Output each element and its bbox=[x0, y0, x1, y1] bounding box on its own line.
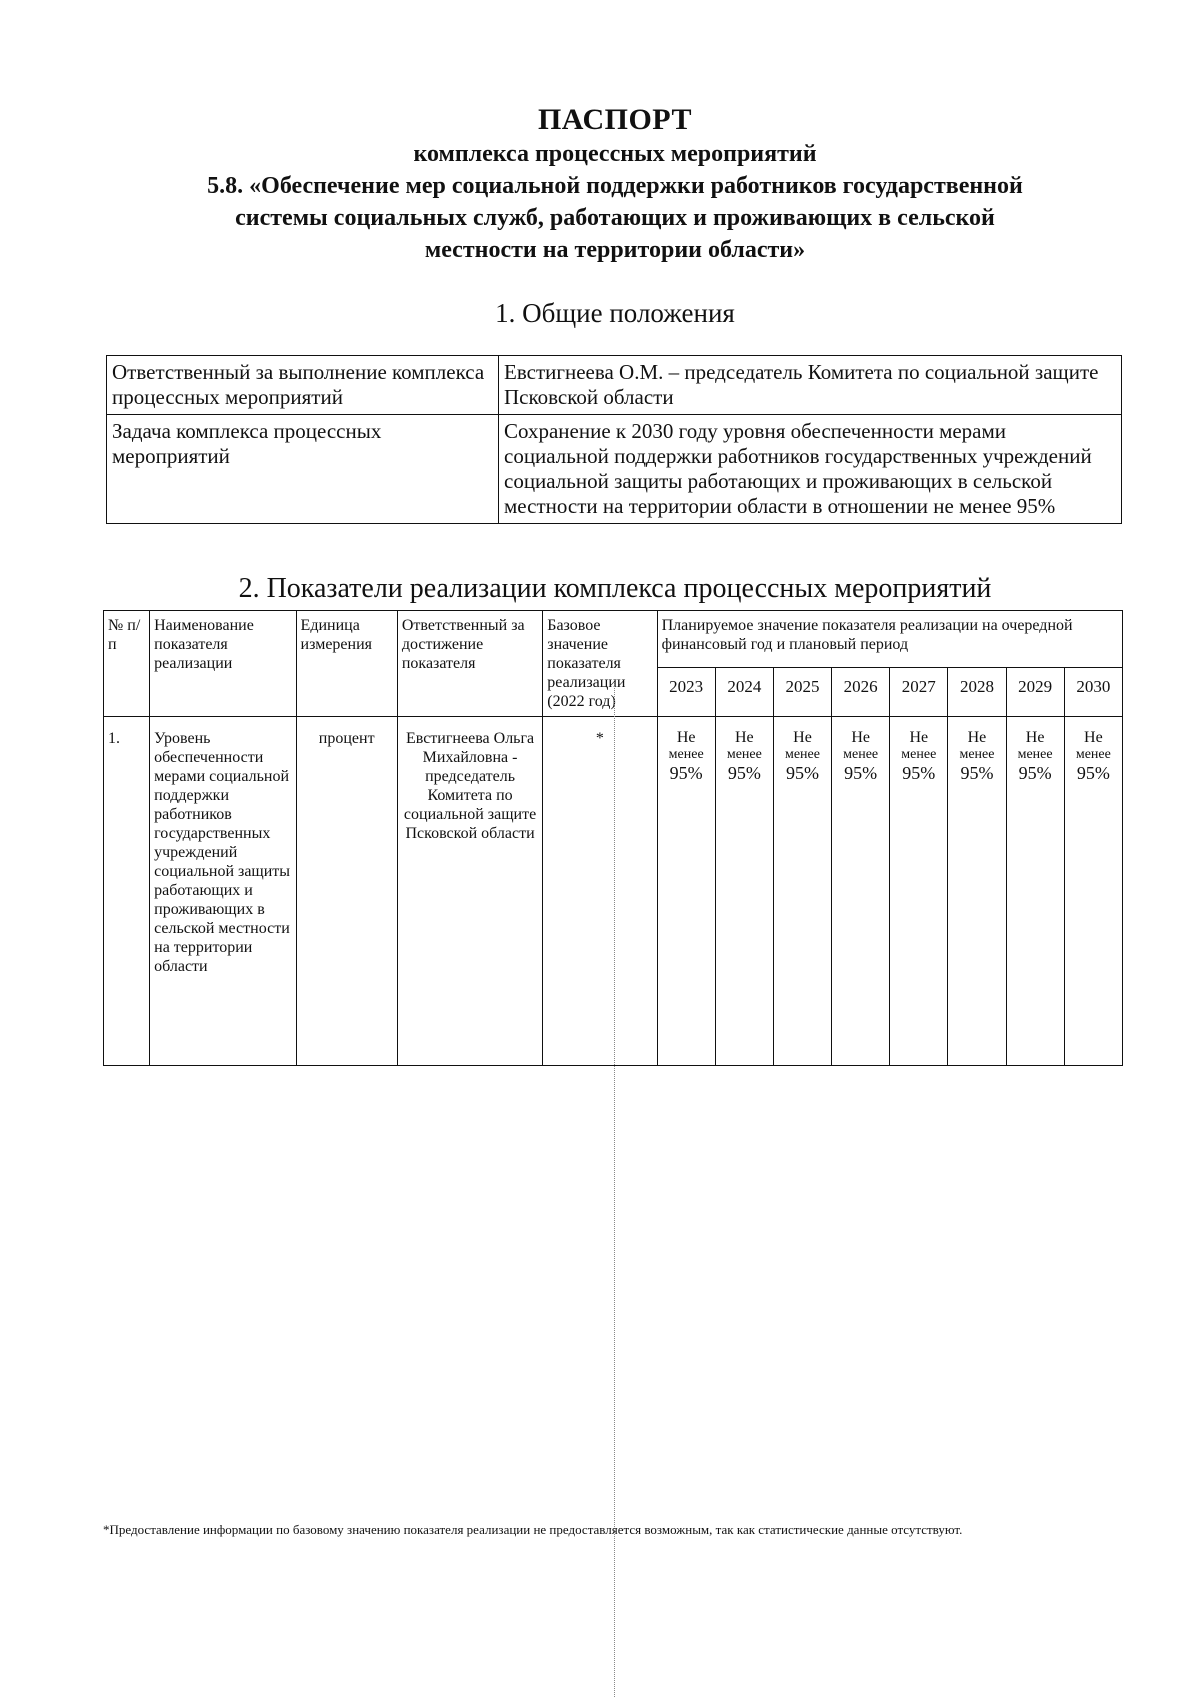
title-line-1: комплекса процессных мероприятий bbox=[413, 141, 817, 167]
header-responsible: Ответственный за достижение показателя bbox=[397, 611, 542, 717]
scan-fold-line bbox=[614, 680, 615, 1697]
value-2028: Не менее 95% bbox=[948, 717, 1006, 1066]
value-2026: Не менее 95% bbox=[832, 717, 890, 1066]
table-row bbox=[107, 415, 1122, 524]
year-2024: 2024 bbox=[715, 668, 773, 717]
header-name: Наименование показателя реализации bbox=[150, 611, 296, 717]
year-2030: 2030 bbox=[1064, 668, 1122, 717]
responsible-value: Евстигнеева О.М. – председатель Комитета по социальной защите Псковской области bbox=[499, 356, 1122, 415]
row-indicator-name: Уровень обеспеченности мерами социальной поддержки работников государственных учреждений социальной защиты работающих и проживающих в сельской местности на территории области bbox=[150, 717, 296, 1066]
year-2028: 2028 bbox=[948, 668, 1006, 717]
year-2027: 2027 bbox=[890, 668, 948, 717]
year-2025: 2025 bbox=[773, 668, 831, 717]
task-value: Сохранение к 2030 году уровня обеспеченности мерами социальной поддержки работников государственных учреждений социальной защиты работающих и проживающих в сельской местности на территории области в отношении не менее 95% bbox=[499, 415, 1122, 524]
section-2-heading: 2. Показатели реализации комплекса процессных мероприятий bbox=[238, 573, 992, 604]
row-base-value: * bbox=[543, 717, 657, 1066]
general-provisions-table bbox=[106, 355, 1122, 524]
document-title-block bbox=[100, 102, 1130, 266]
header-unit: Единица измерения bbox=[296, 611, 397, 717]
value-2030: Не менее 95% bbox=[1064, 717, 1122, 1066]
value-2023: Не менее 95% bbox=[657, 717, 715, 1066]
header-row bbox=[104, 611, 1123, 668]
row-responsible: Евстигнеева Ольга Михайловна - председатель Комитета по социальной защите Псковской области bbox=[397, 717, 542, 1066]
indicators-table bbox=[103, 610, 1123, 1066]
value-2027: Не менее 95% bbox=[890, 717, 948, 1066]
year-2029: 2029 bbox=[1006, 668, 1064, 717]
value-2025: Не менее 95% bbox=[773, 717, 831, 1066]
footnote: *Предоставление информации по базовому значению показателя реализации не предоставляется возможным, так как статистические данные отсутствуют. bbox=[103, 1522, 963, 1537]
header-num: № п/п bbox=[104, 611, 150, 717]
table-row bbox=[107, 356, 1122, 415]
title-line-2: 5.8. «Обеспечение мер социальной поддержки работников государственной bbox=[207, 173, 1023, 199]
year-2026: 2026 bbox=[832, 668, 890, 717]
table-row bbox=[104, 717, 1123, 1066]
row-num: 1. bbox=[104, 717, 150, 1066]
task-label: Задача комплекса процессных мероприятий bbox=[107, 415, 499, 524]
value-2029: Не менее 95% bbox=[1006, 717, 1064, 1066]
title-line-3: системы социальных служб, работающих и проживающих в сельской bbox=[235, 205, 995, 231]
responsible-label: Ответственный за выполнение комплекса процессных мероприятий bbox=[107, 356, 499, 415]
row-unit: процент bbox=[296, 717, 397, 1066]
header-base: Базовое значение показателя реализации (2022 год) bbox=[543, 611, 657, 717]
year-2023: 2023 bbox=[657, 668, 715, 717]
section-1-heading: 1. Общие положения bbox=[495, 298, 735, 328]
document-title: ПАСПОРТ bbox=[537, 103, 693, 136]
header-planned: Планируемое значение показателя реализации на очередной финансовый год и плановый период bbox=[657, 611, 1122, 668]
value-2024: Не менее 95% bbox=[715, 717, 773, 1066]
title-line-4: местности на территории области» bbox=[424, 237, 806, 263]
